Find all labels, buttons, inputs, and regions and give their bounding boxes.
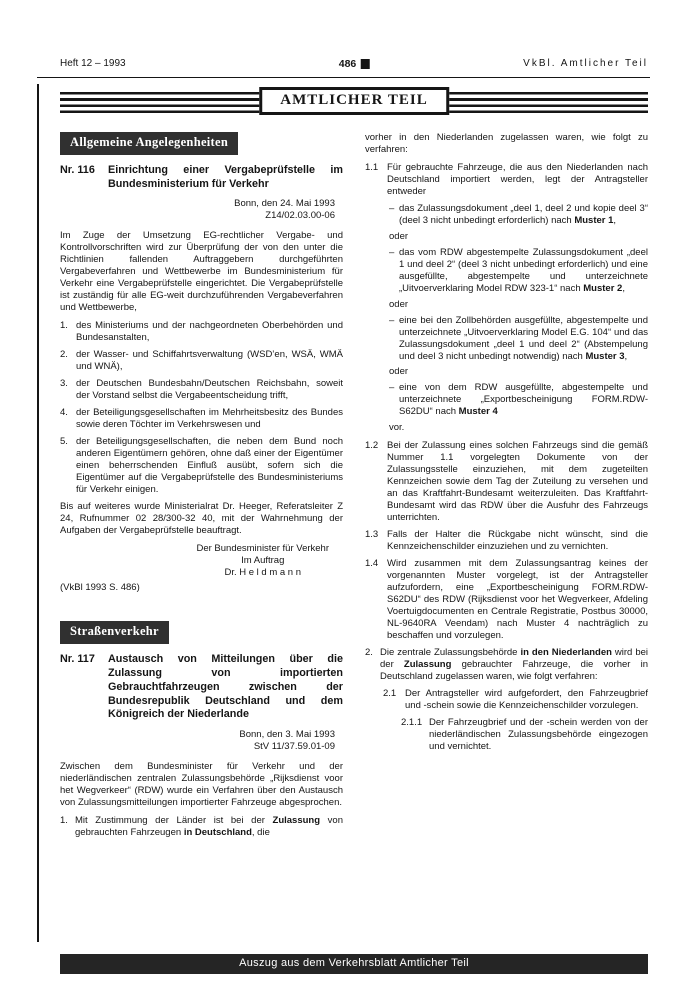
item-number: 1.3 bbox=[365, 529, 379, 541]
numbered-item-1-3 bbox=[365, 529, 648, 553]
dash-option-1 bbox=[389, 203, 648, 227]
article-number: Nr. 117 bbox=[60, 653, 95, 666]
list-item bbox=[60, 320, 343, 344]
list-item bbox=[60, 349, 343, 373]
option-text: eine bei den Zollbehörden ausgefüllte, abgestempelte und unterzeichnete „Uitvoerverklaring Model E.G. 104“ und das Zulassungsdokument „deel 1 und deel 2“ (Abstempelung und deel 3 nicht unbedingt notwendig) nach Muster 3, bbox=[399, 314, 648, 362]
dateline bbox=[60, 729, 343, 753]
article-117-head bbox=[60, 653, 343, 722]
item-text: Die zentrale Zulassungsbehörde in den Niederlanden wird bei der Zulassung gebrauchter Fahrzeuge, die vorher in Deutschland zugelassen waren, wie folgt verfahren: bbox=[380, 646, 648, 682]
numbered-item-2-1 bbox=[383, 688, 648, 712]
left-margin-rule bbox=[37, 84, 39, 942]
item-text: Der Antragsteller wird aufgefordert, den Fahrzeugbrief und -schein sowie die Kennzeichenschilder vorzulegen. bbox=[405, 687, 648, 711]
list-item-number: 4. bbox=[60, 406, 68, 418]
paragraph-closing: Bis auf weiteres wurde Ministerialrat Dr. Heeger, Referatsleiter Z 24, Rufnummer 02 28/300-32 40, mit der Wahrnehmung der Aufgaben der Vergabeprüfstelle beauftragt. bbox=[60, 500, 343, 536]
item-text: Falls der Halter die Rückgabe nicht wünscht, sind die Kennzeichenschilder einzuziehen und zu vernichten. bbox=[387, 529, 648, 553]
place-date: Bonn, den 24. Mai 1993 bbox=[234, 198, 335, 210]
numbered-item-1-1 bbox=[365, 162, 648, 198]
place-date: Bonn, den 3. Mai 1993 bbox=[239, 729, 335, 741]
numbered-item-1-4 bbox=[365, 558, 648, 642]
page-footer bbox=[60, 954, 648, 974]
numbered-item-1 bbox=[60, 815, 343, 839]
item-number: 1.1 bbox=[365, 161, 379, 173]
numbered-item-2-1-1 bbox=[401, 717, 648, 753]
item-number: 2. bbox=[365, 646, 373, 658]
numbered-item-1-2 bbox=[365, 440, 648, 524]
list-item bbox=[60, 378, 343, 402]
file-reference: StV 11/37.59.01-09 bbox=[253, 741, 335, 753]
dash-option-2 bbox=[389, 247, 648, 295]
banner-title-box bbox=[259, 87, 449, 115]
signature-name: Dr. H e l d m a n n bbox=[224, 566, 302, 578]
item-number: 2.1 bbox=[383, 687, 397, 699]
or-separator: oder bbox=[389, 298, 409, 310]
dateline bbox=[60, 198, 343, 222]
page-number: 486 bbox=[338, 58, 357, 70]
list-item-number: 5. bbox=[60, 435, 68, 447]
item-text: Bei der Zulassung eines solchen Fahrzeugs sind die gemäß Nummer 1.1 vorgelegten Dokumente von der Zulassungsstelle einzuziehen, mit dem zugeteilten Kennzeichen sowie dem Tag der Zuteilung zu versehen und an das Kraftfahrt-Bundesamt weiterzuleiten. Das Kraftfahrt-Bundesamt wird das RDW über die Ausfuhr des Fahrzeugs unterrichten. bbox=[387, 440, 648, 524]
article-title: Einrichtung einer Vergabeprüfstelle im Bundesministerium für Verkehr bbox=[108, 163, 343, 190]
page-header bbox=[60, 58, 648, 74]
item-number: 1. bbox=[60, 815, 68, 827]
article-number: Nr. 116 bbox=[60, 163, 95, 176]
article-117 bbox=[60, 653, 343, 839]
list-item-text: der Deutschen Bundesbahn/Deutschen Reichsbahn, soweit der Vorstand selbst die Vergabeentscheidung trifft, bbox=[76, 377, 343, 401]
or-separator: oder bbox=[389, 230, 409, 242]
list-item-text: des Ministeriums und der nachgeordneten Oberbehörden und Bundesanstalten, bbox=[76, 320, 343, 344]
list-item-text: der Beteiligungsgesellschaften, die neben dem Bund noch anderen Eigentümern gehören, ohne daß einer der Eigentümer einen beherrschenden Einfluß ausübt, sofern sich die Eigentümer auf die Vergabeprüfstelle des Bundesministeriums für Verkehr einigen. bbox=[76, 435, 343, 495]
numbered-item-2 bbox=[365, 647, 648, 683]
option-text: das vom RDW abgestempelte Zulassungsdokument „deel 1 und deel 2“ (deel 3 nicht unbedingt erforderlich) und eine ausgefüllte, abgestempelte und unterzeichnete „Uitvoerverklaring Model RDW 323-1“ nach Muster 2, bbox=[399, 246, 648, 294]
list-item bbox=[60, 407, 343, 431]
two-column-body bbox=[60, 132, 648, 844]
list-item-text: der Beteiligungsgesellschaften im Mehrheitsbesitz des Bundes sowie deren Töchter im Verkehrswesen und bbox=[76, 406, 343, 430]
article-116-head bbox=[60, 164, 343, 192]
or-separator: oder bbox=[389, 366, 409, 378]
issue-label: Heft 12 – 1993 bbox=[60, 58, 126, 69]
left-column bbox=[60, 132, 343, 844]
item-text: Mit Zustimmung der Länder ist bei der Zulassung von gebrauchten Fahrzeugen in Deutschland, die bbox=[75, 815, 343, 839]
vkbl-reference: (VkBl 1993 S. 486) bbox=[60, 581, 140, 593]
right-column bbox=[365, 132, 648, 844]
page-number-block bbox=[339, 58, 370, 70]
section-heading-allgemeine-angelegenheiten: Allgemeine Angelegenheiten bbox=[60, 132, 238, 155]
item-text: Wird zusammen mit dem Zulassungsantrag keines der vorgenannten Muster vorgelegt, ist der Antragsteller aufzufordern, eine „Exportbescheinigung FORM.RDW-S62DU“ des RDW (Rijksdienst voor het Wegverkeer, Afdeling Voertuigdocumenten en Centrale Registratie, Postbus 30000, NL-9640RA Veendam) nach Muster 4 nachträglich zu beschaffen und vorzulegen. bbox=[387, 558, 648, 641]
signature-office: Der Bundesminister für Verkehr bbox=[196, 542, 329, 554]
option-text: das Zulassungsdokument „deel 1, deel 2 und kopie deel 3“ (deel 3 nicht unbedingt erforderlich) nach Muster 1, bbox=[399, 202, 648, 226]
list-item bbox=[60, 436, 343, 496]
amtlicher-teil-banner bbox=[60, 86, 648, 120]
dash-bullet: – bbox=[389, 314, 395, 326]
dash-option-4 bbox=[389, 382, 648, 418]
dash-bullet: – bbox=[389, 246, 395, 258]
page-number-marker-icon bbox=[360, 59, 369, 69]
article-title: Austausch von Mitteilungen über die Zulassung von importierten Gebrauchtfahrzeugen zwischen der Bundesrepublik Deutschland und dem Königreich der Niederlande bbox=[108, 653, 343, 721]
item-number: 1.2 bbox=[365, 440, 379, 452]
list-item-number: 3. bbox=[60, 377, 68, 389]
item-text: Der Fahrzeugbrief und der -schein werden von der niederländischen Zulassungsbehörde eingezogen und vernichtet. bbox=[429, 716, 648, 752]
signature-im-auftrag: Im Auftrag bbox=[241, 554, 285, 566]
dash-option-3 bbox=[389, 315, 648, 363]
item-number: 1.4 bbox=[365, 558, 379, 570]
option-text: eine von dem RDW ausgefüllte, abgestempelte und unterzeichnete „Exportbescheinigung FORM.RDW-S62DU“ nach Muster 4 bbox=[399, 382, 648, 418]
list-item-number: 2. bbox=[60, 349, 68, 361]
item-text: Für gebrauchte Fahrzeuge, die aus den Niederlanden nach Deutschland importiert werden, legt der Antragsteller entweder bbox=[387, 161, 648, 197]
vor-closing: vor. bbox=[389, 422, 405, 434]
item-number: 2.1.1 bbox=[401, 716, 423, 728]
section-heading-strassenverkehr: Straßenverkehr bbox=[60, 621, 169, 644]
paragraph-continuation: vorher in den Niederlanden zugelassen waren, wie folgt zu verfahren: bbox=[365, 132, 648, 155]
header-rule bbox=[37, 77, 650, 78]
dash-bullet: – bbox=[389, 382, 395, 394]
banner-title: AMTLICHER TEIL bbox=[280, 92, 428, 108]
signature-block bbox=[196, 543, 329, 579]
file-reference: Z14/02.03.00-06 bbox=[265, 210, 335, 222]
paragraph-intro: Im Zuge der Umsetzung EG-rechtlicher Vergabe- und Kontrollvorschriften wird zur Überprüfung der von den unter die Richtlinien fallenden Auftraggebern durchgeführten Vergabeverfahren und Wettbewerbe im Bundesministerium für Verkehr eine Vergabeprüfstelle eingerichtet. Die Vergabeprüfstelle ist zuständig für alle EG-weit durchzuführenden Vergabeverfahren und Wettbewerbe, bbox=[60, 230, 343, 314]
article-116 bbox=[60, 164, 343, 594]
list-item-text: der Wasser- und Schiffahrtsverwaltung (WSD’en, WSÄ, WMÄ und WNÄ), bbox=[76, 349, 343, 372]
dash-bullet: – bbox=[389, 202, 395, 214]
journal-title: VkBl. Amtlicher Teil bbox=[523, 58, 648, 69]
paragraph-intro: Zwischen dem Bundesminister für Verkehr und der niederländischen zentralen Zulassungsbehörde „Rijksdienst voor het Wegverkeer“ (RDW) wurde ein Verfahren über den Austausch von Zulassungsmitteilungen importierter Fahrzeuge abgesprochen. bbox=[60, 761, 343, 809]
list-item-number: 1. bbox=[60, 320, 68, 332]
footer-text: Auszug aus dem Verkehrsblatt Amtlicher Teil bbox=[239, 957, 469, 969]
